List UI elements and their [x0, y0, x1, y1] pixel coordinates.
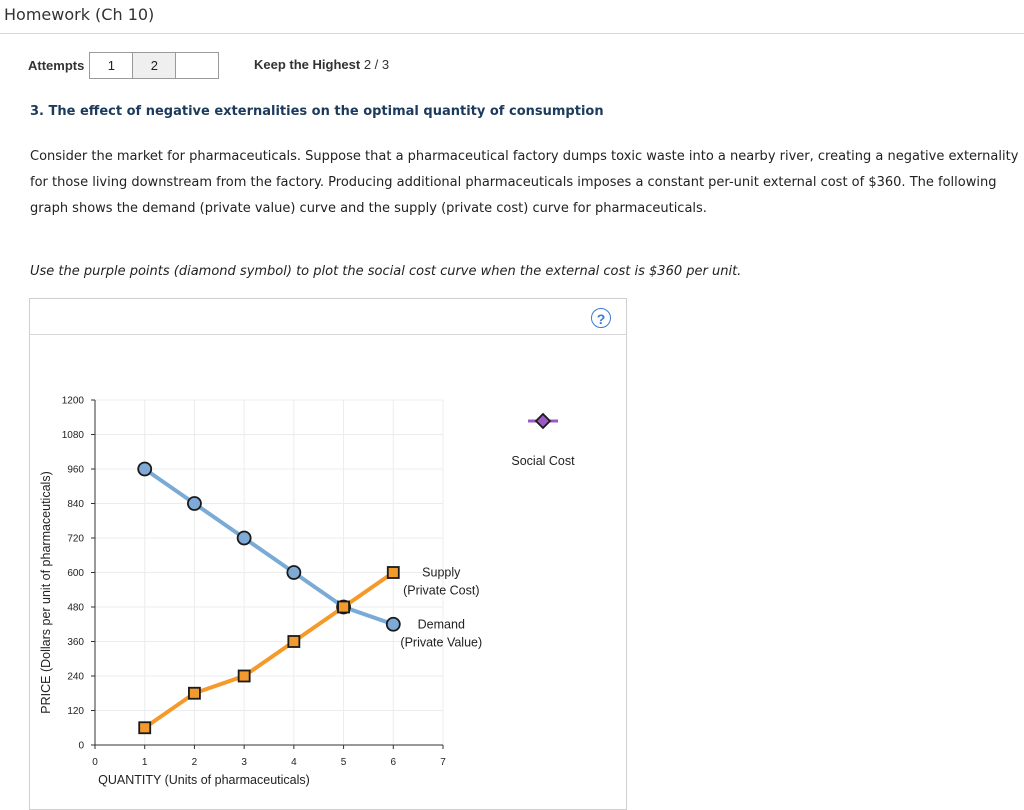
keep-highest-label: Keep the Highest: [254, 57, 361, 72]
social-cost-diamond-tool[interactable]: [536, 414, 550, 428]
y-tick-label: 960: [67, 464, 84, 476]
y-tick-label: 360: [67, 637, 84, 648]
x-tick-label: 6: [390, 757, 397, 768]
supply-point[interactable]: [139, 722, 150, 733]
social-cost-label: Social Cost: [511, 454, 575, 468]
demand-point[interactable]: [188, 497, 201, 510]
x-tick-label: 0: [92, 757, 98, 768]
supply-point[interactable]: [239, 671, 250, 682]
question-instruction: Use the purple points (diamond symbol) to plot the social cost curve when the external cost is $360 per unit.: [30, 264, 742, 279]
question-title: 3. The effect of negative externalities on the optimal quantity of consumption: [30, 104, 604, 119]
demand-point[interactable]: [287, 566, 300, 579]
y-tick-label: 480: [67, 602, 84, 614]
graph-panel: [29, 298, 627, 810]
x-tick-label: 7: [440, 757, 446, 768]
x-tick-label: 1: [141, 757, 148, 768]
y-tick-label: 600: [67, 568, 84, 579]
attempt-2-box[interactable]: 2: [132, 52, 176, 79]
x-tick-label: 4: [291, 757, 297, 768]
supply-label: (Private Cost): [403, 583, 480, 598]
chart[interactable]: [30, 299, 626, 795]
top-bar: [0, 0, 1024, 34]
demand-label: (Private Value): [400, 635, 483, 650]
attempt-1-box[interactable]: 1: [89, 52, 133, 79]
y-tick-label: 1200: [61, 395, 84, 407]
supply-point[interactable]: [288, 636, 299, 647]
supply-point[interactable]: [189, 688, 200, 699]
demand-point[interactable]: [238, 532, 251, 545]
y-tick-label: 1080: [61, 430, 84, 441]
assignment-title: Homework (Ch 10): [4, 5, 155, 24]
demand-label: Demand: [417, 617, 465, 632]
supply-point[interactable]: [338, 602, 349, 613]
demand-point[interactable]: [138, 463, 151, 476]
attempt-3-box[interactable]: [175, 52, 219, 79]
x-tick-label: 2: [191, 757, 198, 768]
y-tick-label: 720: [67, 533, 84, 545]
keep-highest: [254, 57, 389, 72]
attempts-label: Attempts: [28, 58, 85, 73]
x-tick-label: 3: [241, 757, 247, 768]
demand-line: [145, 469, 394, 624]
x-axis-label: QUANTITY (Units of pharmaceuticals): [98, 773, 310, 787]
attempts-bar: [28, 52, 219, 79]
y-tick-label: 840: [67, 499, 84, 510]
y-tick-label: 120: [67, 706, 84, 717]
y-tick-label: 240: [67, 671, 84, 683]
help-icon[interactable]: ?: [591, 308, 611, 328]
y-axis-label: PRICE (Dollars per unit of pharmaceuticals): [39, 471, 53, 714]
supply-label: Supply: [422, 565, 461, 580]
supply-line: [145, 573, 394, 728]
supply-point[interactable]: [388, 567, 399, 578]
y-tick-label: 0: [78, 740, 84, 752]
keep-highest-value: 2 / 3: [363, 57, 390, 72]
question-paragraph: Consider the market for pharmaceuticals. Suppose that a pharmaceutical factory dumps toxic waste into a nearby river, creating a negative externality for those living downstream from the factory. Producing additional pharmaceuticals imposes a constant per-unit external cost of $360. The following graph shows the demand (private value) curve and the supply (private cost) curve for pharmaceuticals.: [30, 149, 1019, 216]
x-tick-label: 5: [340, 757, 347, 768]
demand-point[interactable]: [387, 618, 400, 631]
